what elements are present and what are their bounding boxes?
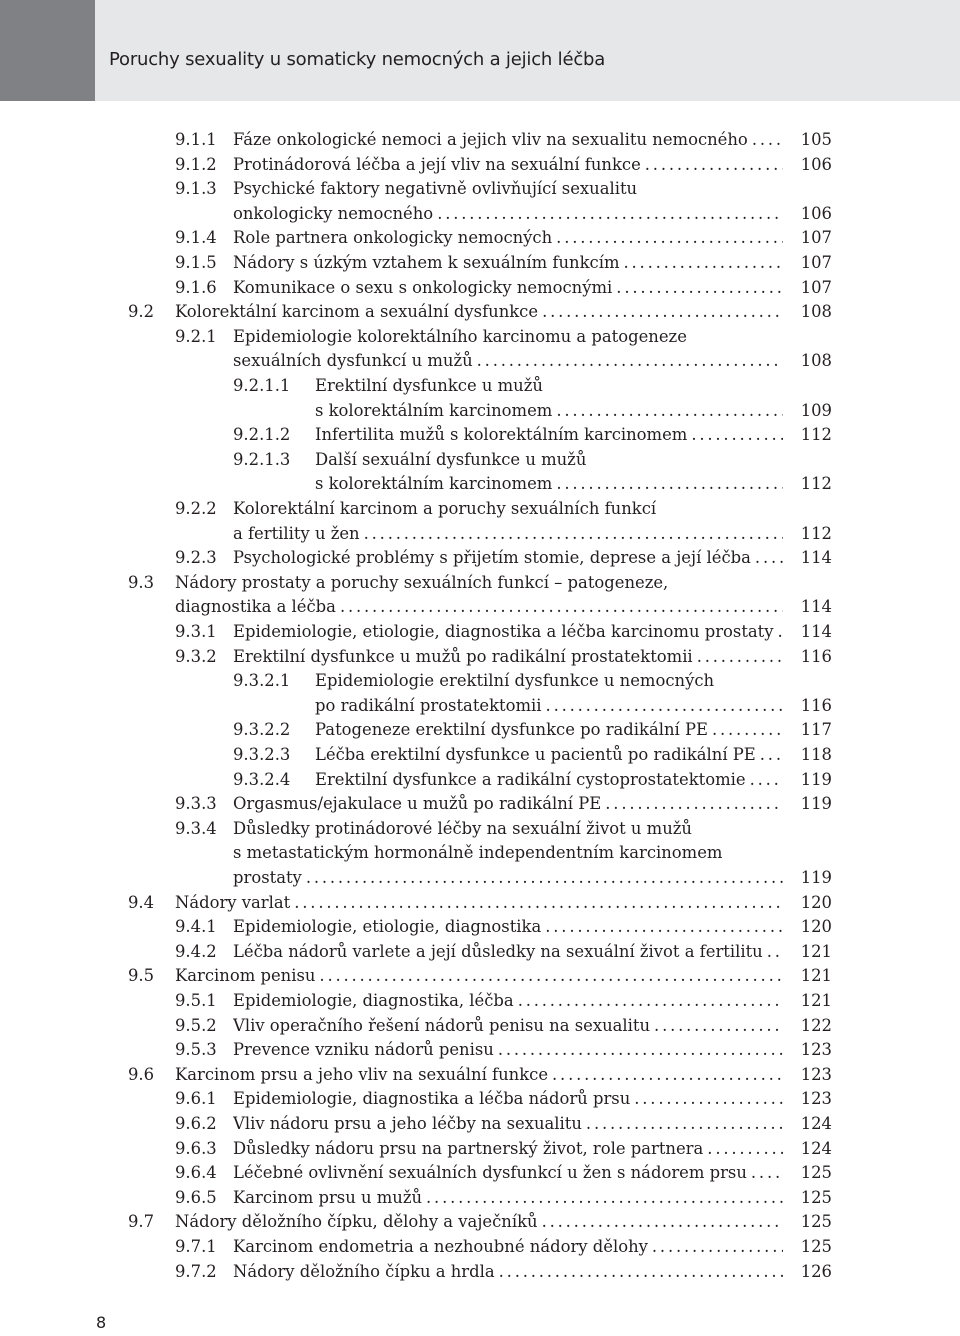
toc-entry-page: 106: [783, 202, 832, 226]
toc-entry-page: 107: [783, 276, 832, 300]
toc-entry-title: Epidemiologie, diagnostika, léčba . . .: [233, 989, 788, 1013]
toc-entry-number: 9.1.4: [175, 228, 217, 248]
toc-entry[interactable]: [233, 768, 832, 792]
toc-entry-page: 114: [783, 546, 832, 570]
toc-entry-number: 9.6.2: [175, 1114, 217, 1133]
toc-entry[interactable]: [175, 177, 832, 201]
toc-entry-number: 9.6.3: [175, 1138, 217, 1158]
toc-entry-title: Karcinom prsu u mužů . . .: [233, 1186, 788, 1210]
toc-entry-title: Nádory prostaty a poruchy sexuálních funkcí – patogeneze,: [175, 572, 669, 592]
toc-entry[interactable]: [175, 276, 832, 300]
toc-entry-number: 9.2.3: [175, 548, 217, 568]
toc-entry-title: Prevence vzniku nádorů penisu . . .: [233, 1038, 788, 1062]
toc-entry-title: Nádory s úzkým vztahem k sexuálním funkcím . . .: [233, 251, 788, 275]
toc-entry[interactable]: [175, 349, 832, 373]
toc-entry[interactable]: [233, 399, 832, 423]
toc-entry[interactable]: [233, 472, 832, 496]
toc-entry[interactable]: [175, 1038, 832, 1062]
toc-entry-page: 105: [783, 128, 832, 152]
toc-entry[interactable]: [175, 620, 832, 644]
toc-entry-number: 9.2.1.2: [233, 425, 291, 445]
toc-entry[interactable]: [175, 1260, 832, 1284]
toc-entry[interactable]: [175, 1014, 832, 1038]
toc-entry-page: 106: [783, 153, 832, 177]
toc-entry-title: Protinádorová léčba a její vliv na sexuální funkce . . .: [233, 153, 788, 177]
toc-entry-page: 112: [783, 423, 832, 447]
toc-entry[interactable]: [175, 1137, 832, 1161]
toc-entry-page: 112: [783, 472, 832, 496]
toc-entry[interactable]: [128, 595, 832, 619]
toc-entry-number: 9.6.5: [175, 1187, 217, 1207]
toc-entry[interactable]: [175, 497, 832, 521]
toc-entry-number: 9.7.2: [175, 1261, 217, 1281]
toc-entry-title: Léčba erektilní dysfunkce u pacientů po radikální PE . . .: [315, 743, 788, 767]
toc-entry-title: Patogeneze erektilní dysfunkce po radikální PE . . .: [315, 718, 788, 742]
toc-entry[interactable]: [175, 1186, 832, 1210]
toc-entry-page: 112: [783, 522, 832, 546]
toc-entry-page: 124: [783, 1112, 832, 1136]
toc-entry-number: 9.5.3: [175, 1040, 217, 1060]
toc-entry-number: 9.6.1: [175, 1089, 217, 1109]
toc-entry-page: 123: [783, 1063, 832, 1087]
toc-entry-title: Vliv nádoru prsu a jeho léčby na sexualitu . . .: [233, 1112, 788, 1136]
toc-entry-number: 9.3.2: [175, 646, 217, 666]
toc-entry-page: 120: [783, 891, 832, 915]
toc-entry[interactable]: [128, 1063, 832, 1087]
toc-entry-title: Nádory děložního čípku a hrdla . . .: [233, 1260, 788, 1284]
toc-entry-title: Léčba nádorů varlete a její důsledky na sexuální život a fertilitu . . .: [233, 940, 788, 964]
toc-entry[interactable]: [175, 1112, 832, 1136]
toc-entry-number: 9.2.2: [175, 499, 217, 518]
toc-entry-number: 9.3.3: [175, 794, 217, 814]
toc-entry-number: 9.6.4: [175, 1163, 217, 1183]
toc-entry-page: 114: [783, 595, 832, 619]
toc-entry-page: 116: [783, 694, 832, 718]
toc-entry-title: Erektilní dysfunkce a radikální cystoprostatektomie . . .: [315, 768, 788, 792]
toc-entry[interactable]: [175, 989, 832, 1013]
toc-entry[interactable]: [175, 1235, 832, 1259]
toc-entry-title: Epidemiologie, diagnostika a léčba nádorů prsu . . .: [233, 1087, 788, 1111]
toc-entry-title: diagnostika a léčba . . .: [175, 595, 788, 619]
toc-entry-title: Karcinom penisu . . .: [175, 964, 788, 988]
toc-entry-page: 108: [783, 349, 832, 373]
toc-entry-title: s kolorektálním karcinomem . . .: [315, 399, 788, 423]
toc-entry-title: Komunikace o sexu s onkologicky nemocnými . . .: [233, 276, 788, 300]
toc-entry-number: 9.2.1: [175, 326, 217, 346]
toc-entry-number: 9.1.2: [175, 154, 217, 174]
toc-entry-page: 117: [783, 718, 832, 742]
toc-entry-number: 9.3.2.3: [233, 745, 291, 764]
toc-entry-title: Fáze onkologické nemoci a jejich vliv na sexualitu nemocného . . .: [233, 128, 788, 152]
toc-entry-number: 9.3.2.2: [233, 720, 291, 740]
toc-entry-number: 9.2.1.1: [233, 376, 291, 395]
toc-entry-title: onkologicky nemocného . . .: [233, 202, 788, 226]
toc-entry-title: Nádory děložního čípku, dělohy a vaječníků . . .: [175, 1210, 788, 1234]
toc-entry-page: 107: [783, 251, 832, 275]
toc-entry-number: 9.7.1: [175, 1237, 217, 1256]
toc-entry-title: Vliv operačního řešení nádorů penisu na sexualitu . . .: [233, 1014, 788, 1038]
toc-entry-number: 9.4.2: [175, 941, 217, 961]
toc-entry-title: Karcinom prsu a jeho vliv na sexuální funkce . . .: [175, 1063, 788, 1087]
toc-entry-title: sexuálních dysfunkcí u mužů . . .: [233, 349, 788, 373]
toc-entry[interactable]: [175, 1087, 832, 1111]
toc-entry[interactable]: [175, 792, 832, 816]
toc-entry[interactable]: [175, 940, 832, 964]
toc-entry-page: 119: [783, 768, 832, 792]
toc-entry-number: 9.1.1: [175, 130, 217, 149]
toc-entry[interactable]: [233, 718, 832, 742]
toc-entry-page: 121: [783, 940, 832, 964]
toc-entry[interactable]: [175, 202, 832, 226]
toc-entry-number: 9.3: [128, 572, 155, 592]
toc-entry-title: Důsledky nádoru prsu na partnerský život, role partnera . . .: [233, 1137, 788, 1161]
toc-entry[interactable]: [128, 1210, 832, 1234]
toc-entry[interactable]: [175, 522, 832, 546]
toc-entry-page: 125: [783, 1210, 832, 1234]
toc-entry-number: 9.6: [128, 1064, 155, 1084]
toc-entry-page: 114: [783, 620, 832, 644]
toc-entry-title: Léčebné ovlivnění sexuálních dysfunkcí u žen s nádorem prsu . . .: [233, 1161, 788, 1185]
toc-entry[interactable]: [233, 374, 832, 398]
toc-entry[interactable]: [175, 915, 832, 939]
toc-entry[interactable]: [175, 841, 832, 865]
toc-entry-title: Epidemiologie erektilní dysfunkce u nemocných: [315, 671, 715, 691]
toc-entry[interactable]: [233, 743, 832, 767]
toc-entry-title: Epidemiologie kolorektálního karcinomu a patogeneze: [233, 326, 687, 346]
toc-entry-number: 9.1.3: [175, 179, 217, 199]
toc-entry-title: s kolorektálním karcinomem . . .: [315, 472, 788, 496]
toc-entry[interactable]: [175, 866, 832, 890]
toc-entry-title: Orgasmus/ejakulace u mužů po radikální PE . . .: [233, 792, 788, 816]
toc-entry-title: Nádory varlat . . .: [175, 891, 788, 915]
running-header-title: Poruchy sexuality u somaticky nemocných a jejich léčba: [109, 49, 606, 70]
toc-entry-page: 118: [783, 743, 832, 767]
toc-entry[interactable]: [175, 546, 832, 570]
toc-entry-title: Důsledky protinádorové léčby na sexuální život u mužů: [233, 818, 692, 838]
page-number: 8: [96, 1313, 107, 1332]
toc-entry-number: 9.2: [128, 302, 155, 322]
toc-entry-number: 9.3.2.4: [233, 769, 291, 789]
toc-entry-number: 9.1.5: [175, 253, 217, 272]
toc-entry[interactable]: [175, 1161, 832, 1185]
toc-entry-title: prostaty . . .: [233, 866, 788, 890]
toc-entry-title: Psychologické problémy s přijetím stomie, deprese a její léčba . . .: [233, 546, 788, 570]
toc-entry[interactable]: [175, 226, 832, 250]
toc-entry-page: 119: [783, 866, 832, 890]
toc-entry[interactable]: [175, 645, 832, 669]
toc-entry-number: 9.7: [128, 1212, 155, 1232]
toc-entry[interactable]: [128, 891, 832, 915]
toc-entry-number: 9.3.2.1: [233, 671, 291, 691]
toc-entry-title: Další sexuální dysfunkce u mužů: [315, 449, 587, 469]
toc-entry-title: a fertility u žen . . .: [233, 522, 788, 546]
toc-entry-page: 108: [783, 300, 832, 324]
toc-entry-number: 9.3.4: [175, 818, 217, 838]
toc-entry[interactable]: [128, 571, 832, 595]
toc-entry-title: s metastatickým hormonálně independentním karcinomem: [233, 843, 723, 863]
toc-entry-page: 125: [783, 1186, 832, 1210]
toc-entry-page: 126: [783, 1260, 832, 1284]
toc-entry[interactable]: [175, 251, 832, 275]
toc-entry-title: Kolorektální karcinom a poruchy sexuálních funkcí: [233, 499, 657, 518]
toc-entry-page: 116: [783, 645, 832, 669]
toc-entry-title: Epidemiologie, etiologie, diagnostika . . .: [233, 915, 788, 939]
toc-entry-title: Erektilní dysfunkce u mužů po radikální prostatektomii . . .: [233, 645, 788, 669]
toc-entry-number: 9.3.1: [175, 622, 217, 641]
toc-entry[interactable]: [175, 817, 832, 841]
toc-entry[interactable]: [175, 153, 832, 177]
toc-entry-number: 9.5.2: [175, 1015, 217, 1035]
toc-entry-title: Psychické faktory negativně ovlivňující sexualitu: [233, 179, 638, 199]
toc-entry-number: 9.1.6: [175, 277, 217, 297]
toc-entry-page: 107: [783, 226, 832, 250]
toc-entry-title: Erektilní dysfunkce u mužů: [315, 376, 543, 395]
toc-entry[interactable]: [128, 300, 832, 324]
toc-entry-page: 109: [783, 399, 832, 423]
toc-entry-number: 9.5.1: [175, 991, 217, 1010]
toc-entry-page: 122: [783, 1014, 832, 1038]
toc-entry-title: Role partnera onkologicky nemocných . . .: [233, 226, 788, 250]
toc-entry[interactable]: [175, 128, 832, 152]
toc-entry[interactable]: [128, 964, 832, 988]
toc-entry[interactable]: [233, 669, 832, 693]
toc-entry-number: 9.4.1: [175, 917, 217, 937]
toc-entry-title: Epidemiologie, etiologie, diagnostika a léčba karcinomu prostaty . . .: [233, 620, 788, 644]
toc-entry-title: Karcinom endometria a nezhoubné nádory dělohy . . .: [233, 1235, 788, 1259]
toc-entry-page: 123: [783, 1038, 832, 1062]
toc-entry-page: 124: [783, 1137, 832, 1161]
toc-entry-page: 123: [783, 1087, 832, 1111]
toc-entry-title: Infertilita mužů s kolorektálním karcinomem . . .: [315, 423, 788, 447]
toc-entry-page: 125: [783, 1235, 832, 1259]
toc-entry-number: 9.4: [128, 892, 155, 912]
toc-entry-page: 119: [783, 792, 832, 816]
toc-entry[interactable]: [233, 423, 832, 447]
toc-entry-page: 125: [783, 1161, 832, 1185]
toc-entry-number: 9.5: [128, 966, 155, 986]
toc-entry-number: 9.2.1.3: [233, 449, 291, 469]
toc-entry-page: 120: [783, 915, 832, 939]
toc-entry-page: 121: [783, 964, 832, 988]
toc-entry-title: Kolorektální karcinom a sexuální dysfunkce . . .: [175, 300, 788, 324]
toc-entry-title: po radikální prostatektomii . . .: [315, 694, 788, 718]
toc-entry[interactable]: [233, 694, 832, 718]
toc-entry[interactable]: [233, 448, 832, 472]
toc-entry[interactable]: [175, 325, 832, 349]
toc-entry-page: 121: [783, 989, 832, 1013]
